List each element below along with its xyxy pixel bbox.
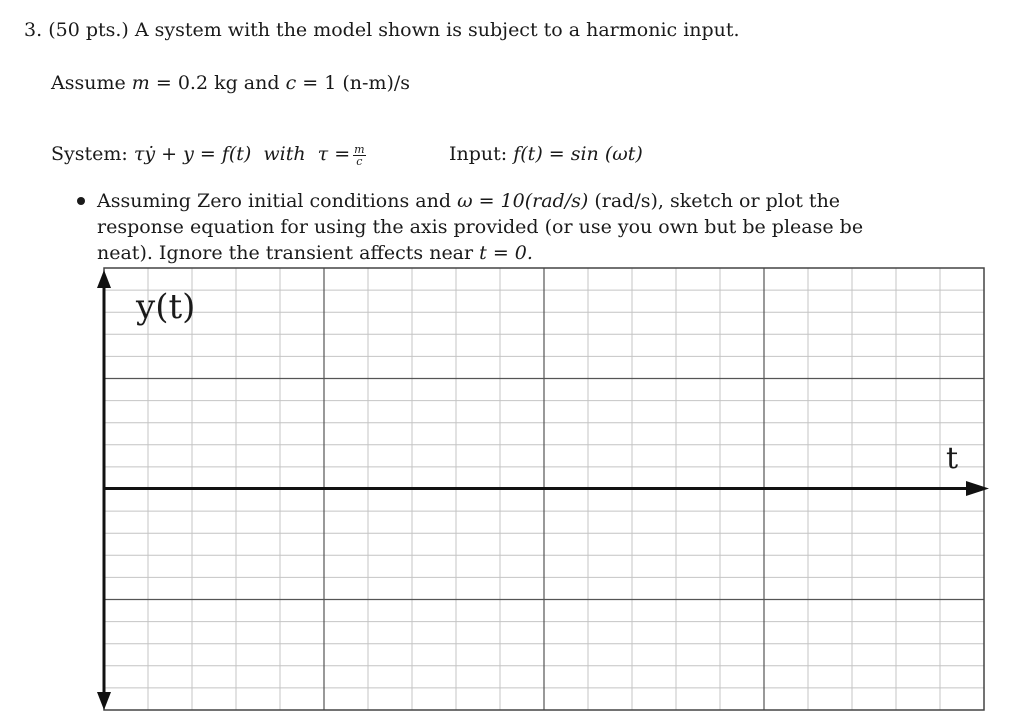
y-axis-arrow-up-icon	[97, 270, 111, 288]
bullet-text-2: (rad/s), sketch or plot the response equation for using the axis provided (or use you own but be please be neat). Ignore the transient affects near	[97, 190, 864, 264]
system-with: with	[263, 143, 306, 165]
t-expression: t = 0.	[479, 242, 533, 264]
input-equation: f(t) = sin (ωt)	[513, 143, 643, 165]
problem-number: 3.	[24, 19, 43, 41]
system-label: System:	[51, 143, 128, 165]
y-axis-label: y(t)	[136, 287, 196, 327]
problem-statement: A system with the model shown is subject to a harmonic input.	[134, 19, 740, 41]
t-axis-label: t	[946, 441, 959, 476]
mass-value: = 0.2 kg and	[155, 72, 280, 94]
tau-definition: τ =	[317, 143, 351, 165]
bullet-text-1: Assuming Zero initial conditions and	[97, 190, 452, 212]
assume-prefix: Assume	[51, 72, 126, 94]
omega-expression: ω = 10(rad/s)	[457, 190, 589, 212]
damping-value: = 1 (n-m)/s	[302, 72, 411, 94]
fraction-numerator: m	[354, 142, 365, 156]
fraction-denominator: c	[356, 154, 363, 168]
t-axis-arrow-icon	[966, 481, 989, 496]
y-axis-arrow-down-icon	[97, 692, 111, 710]
mass-variable: m	[131, 72, 150, 94]
damping-variable: c	[285, 72, 297, 94]
input-label: Input:	[449, 143, 508, 165]
system-equation: τẏ + y = f(t)	[133, 143, 252, 165]
problem-points: (50 pts.)	[48, 19, 129, 41]
